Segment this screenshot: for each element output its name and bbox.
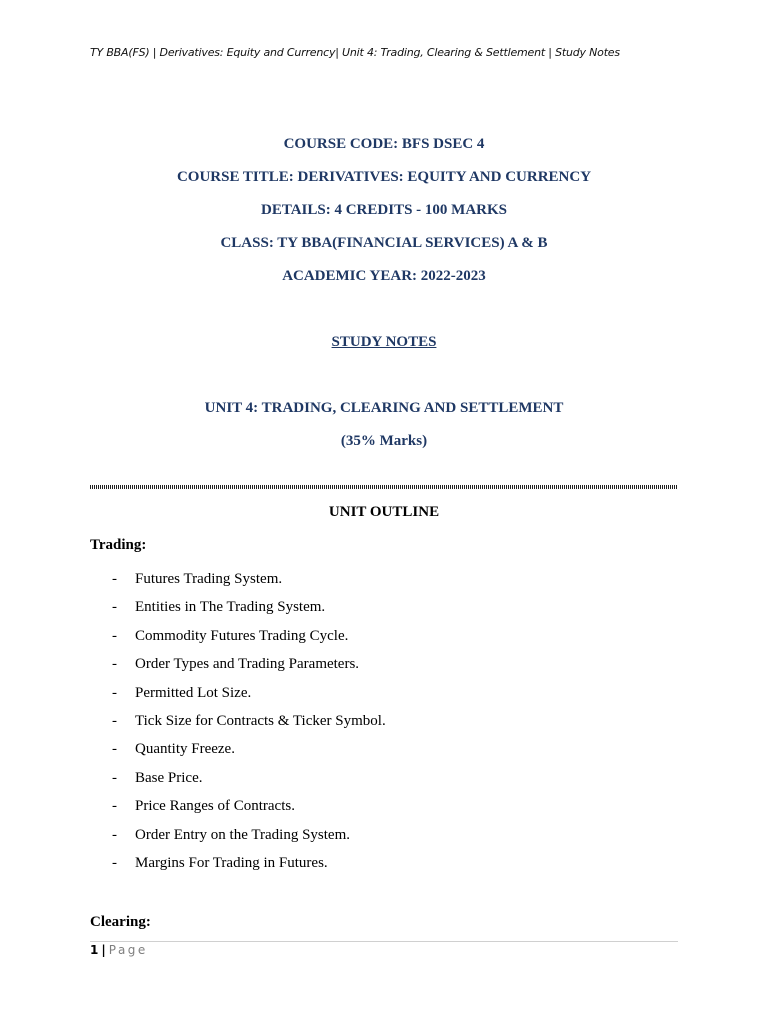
- academic-year: ACADEMIC YEAR: 2022-2023: [282, 268, 486, 284]
- course-code: COURSE CODE: BFS DSEC 4: [283, 136, 485, 152]
- unit-marks: (35% Marks): [340, 433, 428, 449]
- dash-bullet: -: [112, 571, 117, 587]
- dash-bullet: -: [112, 798, 117, 815]
- list-item-text: Commodity Futures Trading Cycle.: [135, 627, 349, 644]
- dash-bullet: -: [112, 741, 117, 758]
- dash-bullet: -: [112, 854, 117, 871]
- list-item-text: Permitted Lot Size.: [135, 684, 252, 701]
- dash-bullet: -: [112, 656, 117, 673]
- footer-separator: |: [101, 943, 106, 957]
- page-number: 1: [90, 943, 99, 957]
- running-header: TY BBA(FS) | Derivatives: Equity and Currency| Unit 4: Trading, Clearing & Settlement | Study Notes: [90, 46, 620, 59]
- list-item-text: Base Price.: [135, 769, 203, 786]
- list-item-text: Tick Size for Contracts & Ticker Symbol.: [135, 712, 386, 729]
- unit-title: UNIT 4: TRADING, CLEARING AND SETTLEMENT: [204, 400, 564, 416]
- unit-outline-title: UNIT OUTLINE: [328, 504, 440, 520]
- list-item-text: Price Ranges of Contracts.: [135, 798, 295, 815]
- section-divider: [90, 485, 678, 489]
- study-notes-heading: STUDY NOTES: [331, 334, 437, 350]
- course-details: DETAILS: 4 CREDITS - 100 MARKS: [260, 202, 507, 218]
- list-item-text: Quantity Freeze.: [135, 741, 235, 758]
- list-item-text: Order Types and Trading Parameters.: [135, 656, 360, 673]
- page-footer: [90, 943, 148, 957]
- course-title: COURSE TITLE: DERIVATIVES: EQUITY AND CURRENCY: [176, 169, 592, 185]
- dash-bullet: -: [112, 599, 117, 616]
- list-item-text: Entities in The Trading System.: [135, 599, 326, 616]
- footer-rule: [90, 941, 678, 942]
- page-label: Page: [108, 943, 148, 957]
- list-item-text: Order Entry on the Trading System.: [135, 826, 350, 843]
- dash-bullet: -: [112, 712, 117, 729]
- dash-bullet: -: [112, 684, 117, 701]
- trading-heading: Trading:: [90, 537, 147, 553]
- clearing-heading: Clearing:: [90, 914, 151, 930]
- dash-bullet: -: [112, 826, 117, 843]
- list-item-text: Margins For Trading in Futures.: [135, 854, 328, 871]
- dash-bullet: -: [112, 769, 117, 786]
- course-class: CLASS: TY BBA(FINANCIAL SERVICES) A & B: [220, 235, 548, 251]
- dash-bullet: -: [112, 627, 117, 644]
- list-item-text: Futures Trading System.: [135, 571, 283, 587]
